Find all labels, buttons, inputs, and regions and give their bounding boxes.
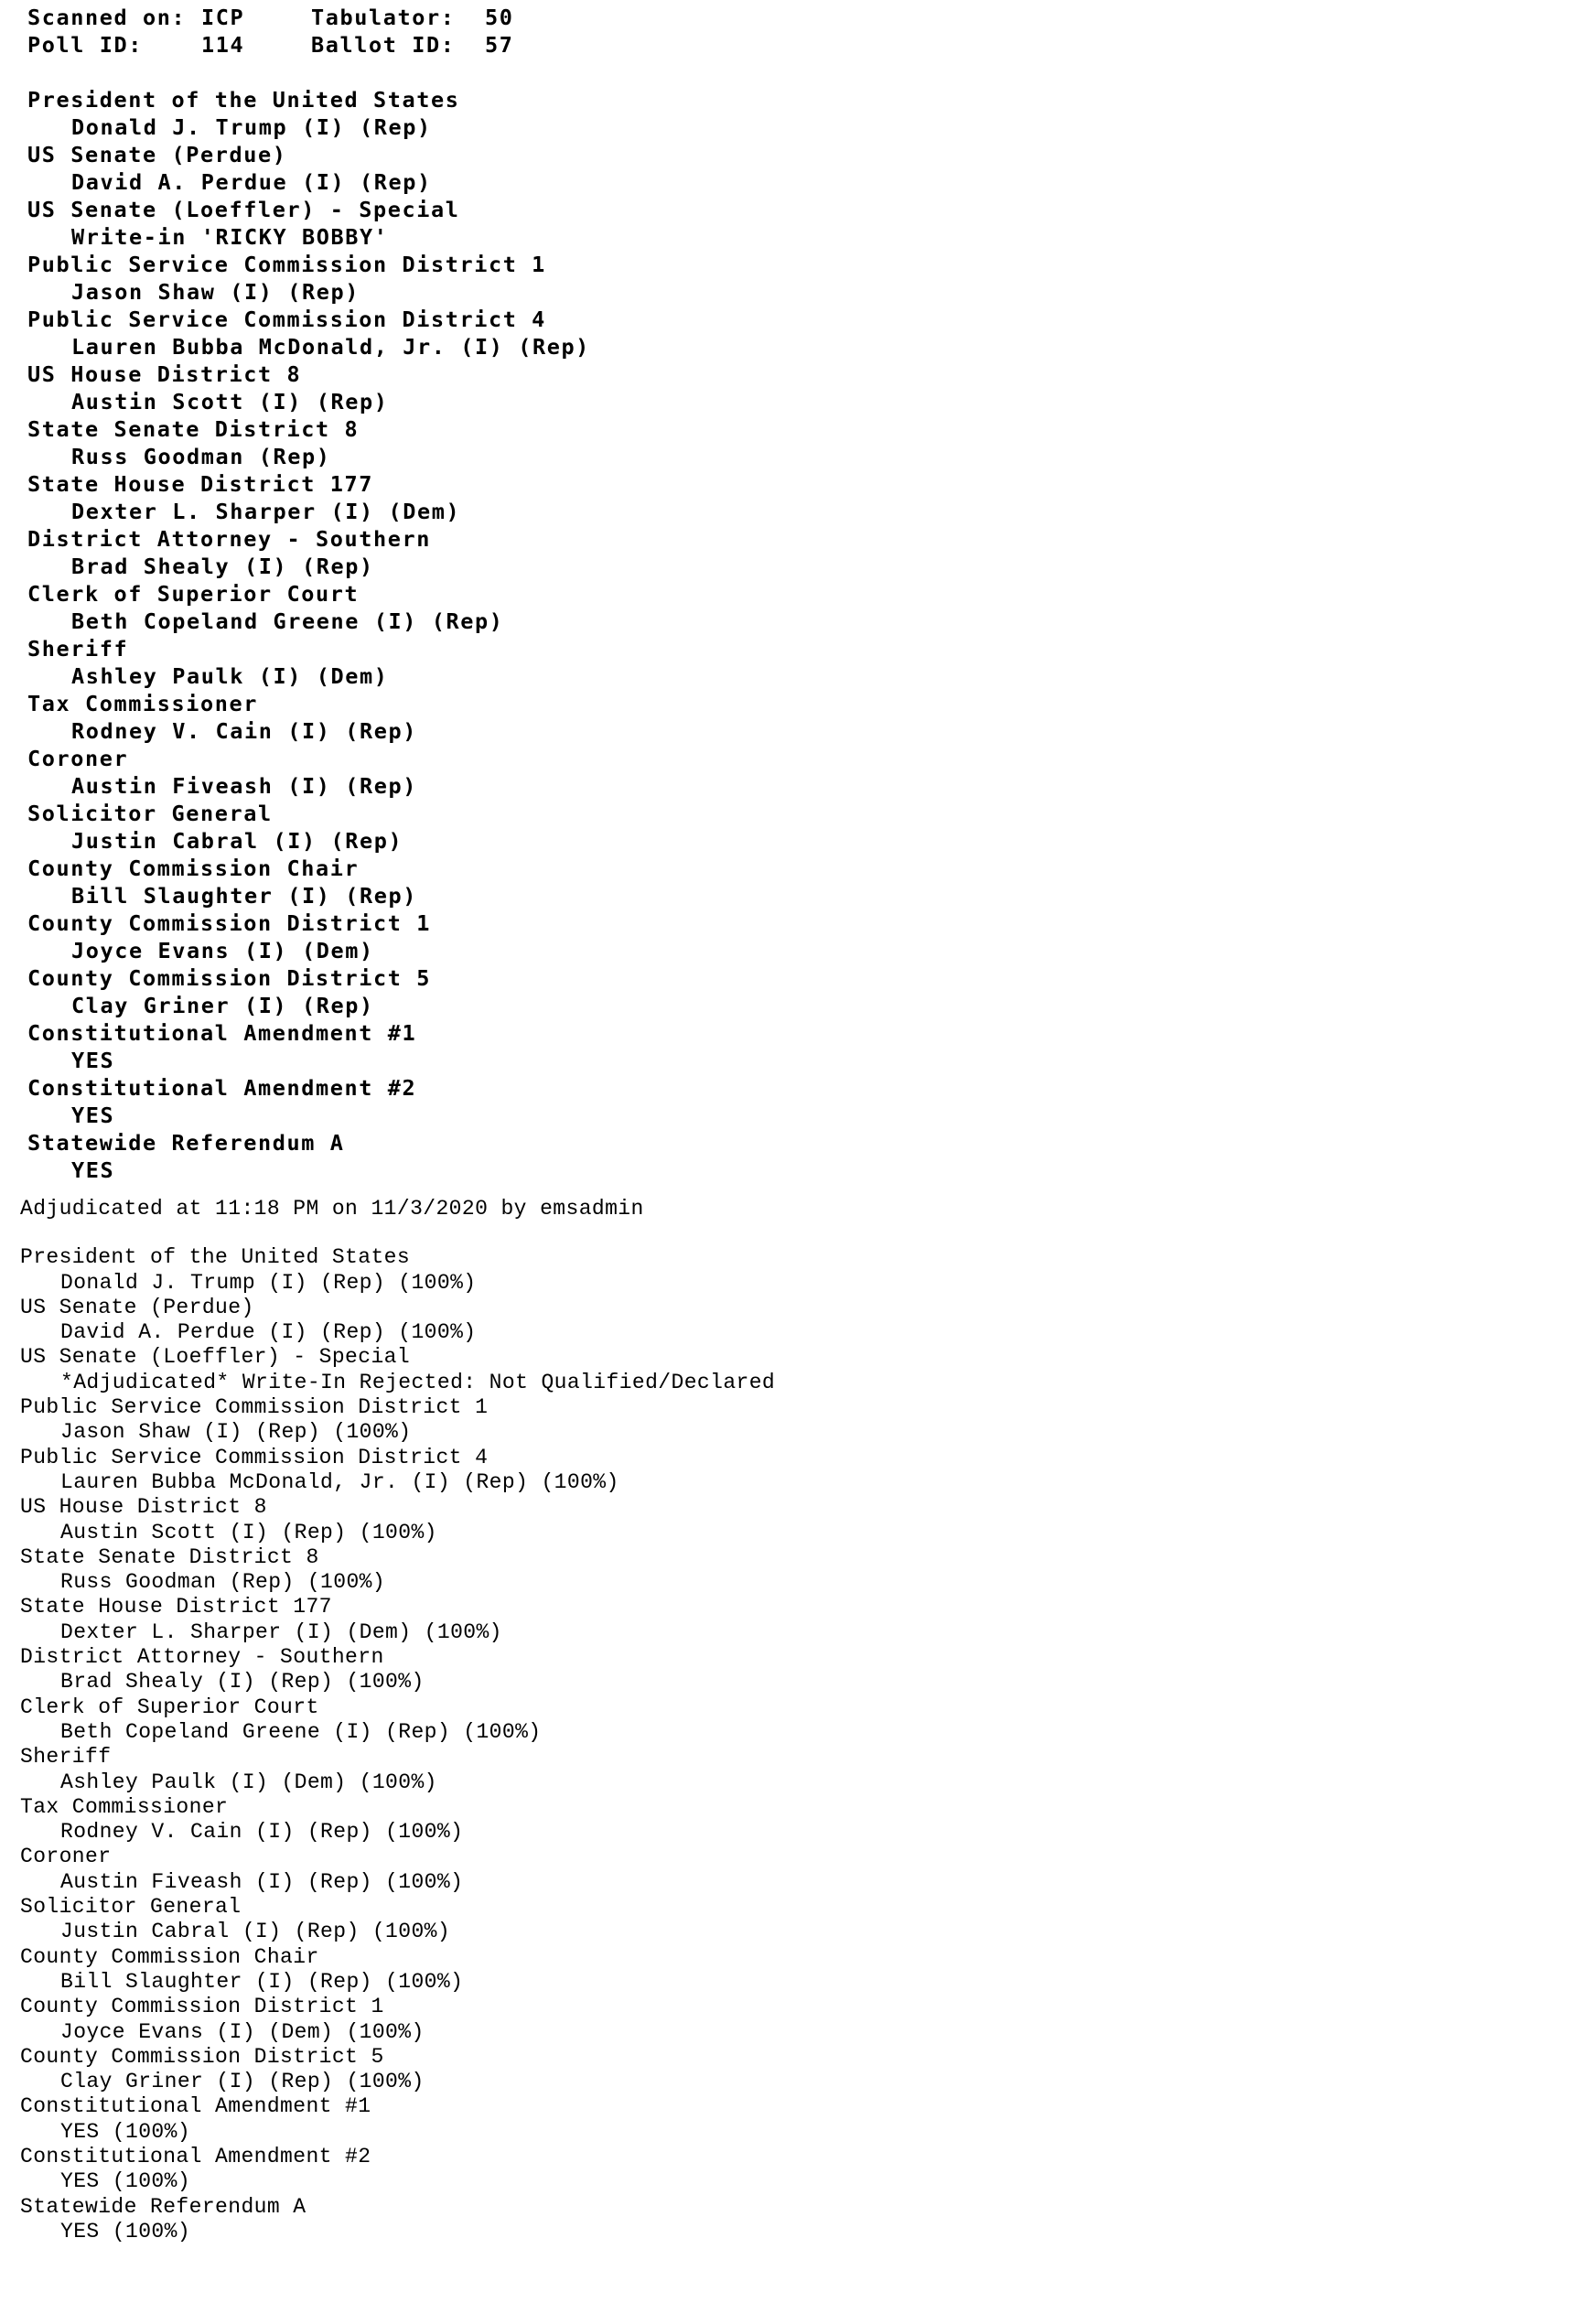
contest-selection: Austin Fiveash (I) (Rep) (100%) (60, 1869, 464, 1894)
scan-info-row (27, 4, 1491, 31)
contest-selection: David A. Perdue (I) (Rep) (71, 169, 432, 195)
adjudicated-contest-list (20, 1245, 1530, 2244)
contest-title: District Attorney - Southern (20, 1645, 384, 1670)
contest-selection: Dexter L. Sharper (I) (Dem) (71, 499, 461, 524)
poll-id-label: Poll ID: (27, 32, 143, 58)
contest-selection: YES (100%) (60, 2119, 191, 2144)
adjudication-header: Adjudicated at 11:18 PM on 11/3/2020 by emsadmin (20, 1197, 644, 1221)
contest-title: State House District 177 (20, 1595, 332, 1619)
contest-selection: YES (71, 1048, 115, 1073)
contest-selection: Lauren Bubba McDonald, Jr. (I) (Rep) (100%) (60, 1469, 619, 1494)
contest-selection: YES (71, 1103, 115, 1128)
contest-title: US Senate (Loeffler) - Special (20, 1345, 411, 1370)
contest-selection: Austin Fiveash (I) (Rep) (71, 773, 417, 799)
contest-selection: Clay Griner (I) (Rep) (100%) (60, 2070, 425, 2094)
contest-title: Public Service Commission District 1 (20, 1395, 489, 1420)
contest-selection: Joyce Evans (I) (Dem) (100%) (60, 2019, 425, 2044)
contest-title: Clerk of Superior Court (27, 581, 360, 607)
contest-title: US Senate (Perdue) (27, 142, 287, 167)
contest-title: Solicitor General (20, 1895, 242, 1920)
contest-title: US House District 8 (20, 1495, 267, 1520)
contest-title: County Commission Chair (27, 855, 360, 881)
contest-selection: Donald J. Trump (I) (Rep) (71, 114, 432, 140)
contest-selection: David A. Perdue (I) (Rep) (100%) (60, 1320, 477, 1345)
contest-selection: Jason Shaw (I) (Rep) (100%) (60, 1420, 412, 1445)
contest-title: Solicitor General (27, 801, 273, 826)
contest-selection: Ashley Paulk (I) (Dem) (100%) (60, 1770, 437, 1794)
contest-selection: Russ Goodman (Rep) (71, 444, 331, 469)
contest-selection: Brad Shealy (I) (Rep) (100%) (60, 1670, 425, 1695)
contest-title: Coroner (27, 746, 129, 771)
contest-title: Statewide Referendum A (27, 1130, 345, 1156)
contest-selection: Lauren Bubba McDonald, Jr. (I) (Rep) (71, 334, 590, 360)
contest-selection: Justin Cabral (I) (Rep) (71, 828, 403, 854)
scanned-contest-list (27, 86, 1491, 1184)
contest-title: Tax Commissioner (27, 691, 258, 716)
contest-selection: Bill Slaughter (I) (Rep) (100%) (60, 1969, 464, 1994)
ballot-id-label: Ballot ID: (311, 32, 456, 58)
contest-selection: YES (100%) (60, 2219, 191, 2243)
contest-title: County Commission District 5 (27, 965, 431, 991)
contest-selection: Donald J. Trump (I) (Rep) (100%) (60, 1270, 477, 1295)
contest-title: State Senate District 8 (27, 416, 360, 442)
contest-title: US Senate (Loeffler) - Special (27, 197, 460, 222)
contest-selection: Write-in 'RICKY BOBBY' (71, 224, 389, 250)
contest-title: Sheriff (27, 636, 129, 662)
contest-title: County Commission District 5 (20, 2044, 384, 2069)
contest-title: Constitutional Amendment #1 (20, 2094, 371, 2119)
section-spacer (20, 1221, 1530, 1245)
contest-selection: Ashley Paulk (I) (Dem) (71, 663, 389, 689)
contest-selection: Austin Scott (I) (Rep) (71, 389, 389, 414)
contest-title: Coroner (20, 1845, 112, 1869)
section-spacer (27, 59, 1491, 86)
contest-title: President of the United States (27, 87, 460, 113)
contest-selection: Russ Goodman (Rep) (100%) (60, 1570, 386, 1595)
scanned-on-value: ICP (201, 5, 245, 30)
contest-selection: YES (71, 1157, 115, 1183)
tabulator-label: Tabulator: (311, 5, 456, 30)
contest-selection: Austin Scott (I) (Rep) (100%) (60, 1520, 437, 1544)
contest-selection: Beth Copeland Greene (I) (Rep) (100%) (60, 1719, 542, 1744)
contest-title: Constitutional Amendment #2 (20, 2144, 371, 2168)
adjudication-section (20, 1197, 1530, 2244)
contest-selection: Dexter L. Sharper (I) (Dem) (100%) (60, 1619, 502, 1644)
contest-selection: Jason Shaw (I) (Rep) (71, 279, 360, 305)
contest-title: District Attorney - Southern (27, 526, 431, 552)
contest-title: Clerk of Superior Court (20, 1695, 319, 1719)
contest-title: State House District 177 (27, 471, 373, 497)
contest-title: County Commission District 1 (20, 1995, 384, 2019)
tabulator-value: 50 (485, 5, 514, 30)
contest-selection: *Adjudicated* Write-In Rejected: Not Qualified/Declared (60, 1370, 776, 1394)
contest-title: Public Service Commission District 4 (20, 1445, 489, 1469)
contest-selection: Brad Shealy (I) (Rep) (71, 554, 374, 579)
contest-title: US Senate (Perdue) (20, 1295, 254, 1319)
contest-selection: Beth Copeland Greene (I) (Rep) (71, 608, 504, 634)
contest-title: County Commission District 1 (27, 910, 431, 936)
contest-selection: Justin Cabral (I) (Rep) (100%) (60, 1920, 451, 1944)
contest-title: Public Service Commission District 1 (27, 252, 546, 277)
contest-selection: Rodney V. Cain (I) (Rep) (71, 718, 417, 744)
contest-title: Sheriff (20, 1745, 112, 1770)
contest-selection: Joyce Evans (I) (Dem) (71, 938, 374, 963)
contest-title: President of the United States (20, 1245, 411, 1270)
contest-selection: Clay Griner (I) (Rep) (71, 993, 374, 1018)
poll-id-value: 114 (201, 32, 245, 58)
contest-title: US House District 8 (27, 361, 302, 387)
contest-selection: Bill Slaughter (I) (Rep) (71, 883, 417, 909)
scanned-on-label: Scanned on: (27, 5, 187, 30)
contest-title: Statewide Referendum A (20, 2194, 307, 2219)
contest-title: State Senate District 8 (20, 1544, 319, 1569)
contest-title: Public Service Commission District 4 (27, 307, 546, 332)
poll-info-row (27, 31, 1491, 59)
contest-selection: YES (100%) (60, 2169, 191, 2194)
contest-selection: Rodney V. Cain (I) (Rep) (100%) (60, 1820, 464, 1845)
contest-title: Constitutional Amendment #1 (27, 1020, 417, 1046)
contest-title: Constitutional Amendment #2 (27, 1075, 417, 1101)
scanned-ballot-section (27, 4, 1491, 1184)
contest-title: Tax Commissioner (20, 1794, 229, 1819)
contest-title: County Commission Chair (20, 1944, 319, 1969)
ballot-id-value: 57 (485, 32, 514, 58)
